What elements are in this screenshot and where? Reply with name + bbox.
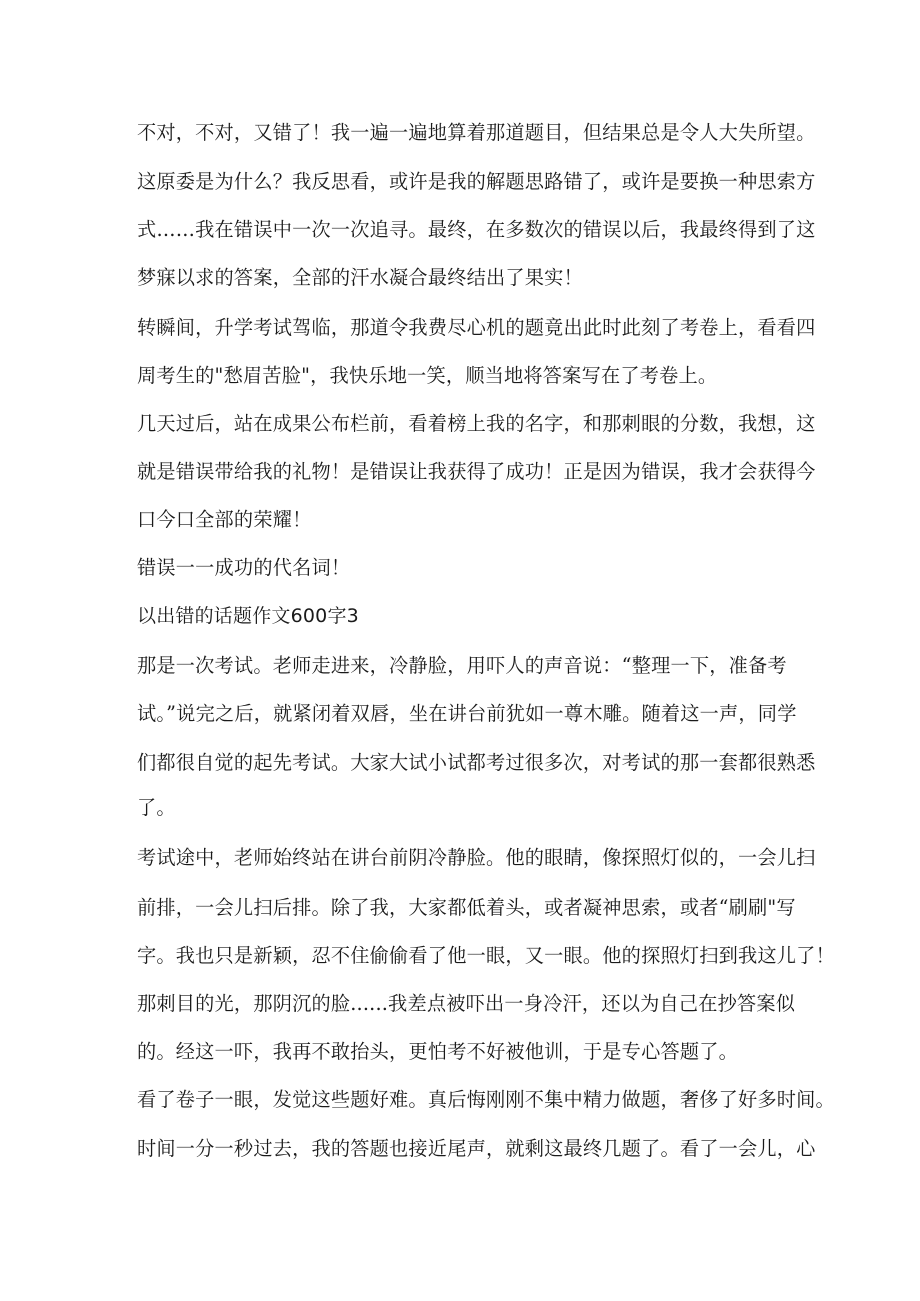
text-line: 们都很自觉的起先考试。大家大试小试都考过很多次，对考试的那一套都很熟悉	[137, 751, 816, 774]
text-line: 了。	[137, 796, 176, 819]
section-heading: 以出错的话题作文600字3	[137, 605, 359, 627]
text-line: 试。”说完之后，就紧闭着双唇，坐在讲台前犹如一尊木雕。随着这一声，同学	[137, 702, 797, 725]
text-line: 时间一分一秒过去，我的答题也接近尾声，就剩这最终几题了。看了一会儿，心	[137, 1137, 816, 1160]
text-line: 式……我在错误中一次一次追寻。最终，在多数次的错误以后，我最终得到了这	[137, 218, 816, 241]
text-line: 口今口全部的荣耀！	[137, 508, 312, 531]
text-line: 周考生的"愁眉苦脸"，我快乐地一笑，顺当地将答案写在了考卷上。	[137, 364, 718, 387]
text-line: 字。我也只是新颖，忍不住偷偷看了他一眼，又一眼。他的探照灯扫到我这儿了！	[137, 944, 835, 967]
text-line: 就是错误带给我的礼物！是错误让我获得了成功！正是因为错误，我才会获得今	[137, 460, 816, 483]
text-line: 这原委是为什么？我反思看，或许是我的解题思路错了，或许是要换一种思索方	[137, 170, 816, 193]
text-line: 考试途中，老师始终站在讲台前阴冷静脸。他的眼睛，像探照灯似的，一会儿扫	[137, 846, 816, 869]
text-line: 几天过后，站在成果公布栏前，看着榜上我的名字，和那刺眼的分数，我想，这	[137, 412, 816, 435]
text-line: 看了卷子一眼，发觉这些题好难。真后悔刚刚不集中精力做题，奢侈了好多时间。	[137, 1088, 835, 1111]
text-line: 那是一次考试。老师走进来，冷静脸，用吓人的声音说：“整理一下，准备考	[137, 654, 787, 677]
text-line: 的。经这一吓，我再不敢抬头，更怕考不好被他训，于是专心答题了。	[137, 1040, 739, 1063]
text-line: 前排，一会儿扫后排。除了我，大家都低着头，或者凝神思索，或者“刷刷"写	[137, 896, 796, 919]
text-line: 转瞬间，升学考试驾临，那道令我费尽心机的题竟出此时此刻了考卷上，看看四	[137, 316, 816, 339]
text-line: 不对，不对，又错了！我一遍一遍地算着那道题目，但结果总是令人大失所望。	[137, 121, 816, 144]
text-line: 那刺目的光，那阴沉的脸......我差点被吓出一身冷汗，还以为自己在抄答案似	[137, 992, 796, 1015]
text-line: 梦寐以求的答案，全部的汗水凝合最终结出了果实！	[137, 266, 583, 289]
text-line: 错误一一成功的代名词！	[137, 556, 351, 579]
